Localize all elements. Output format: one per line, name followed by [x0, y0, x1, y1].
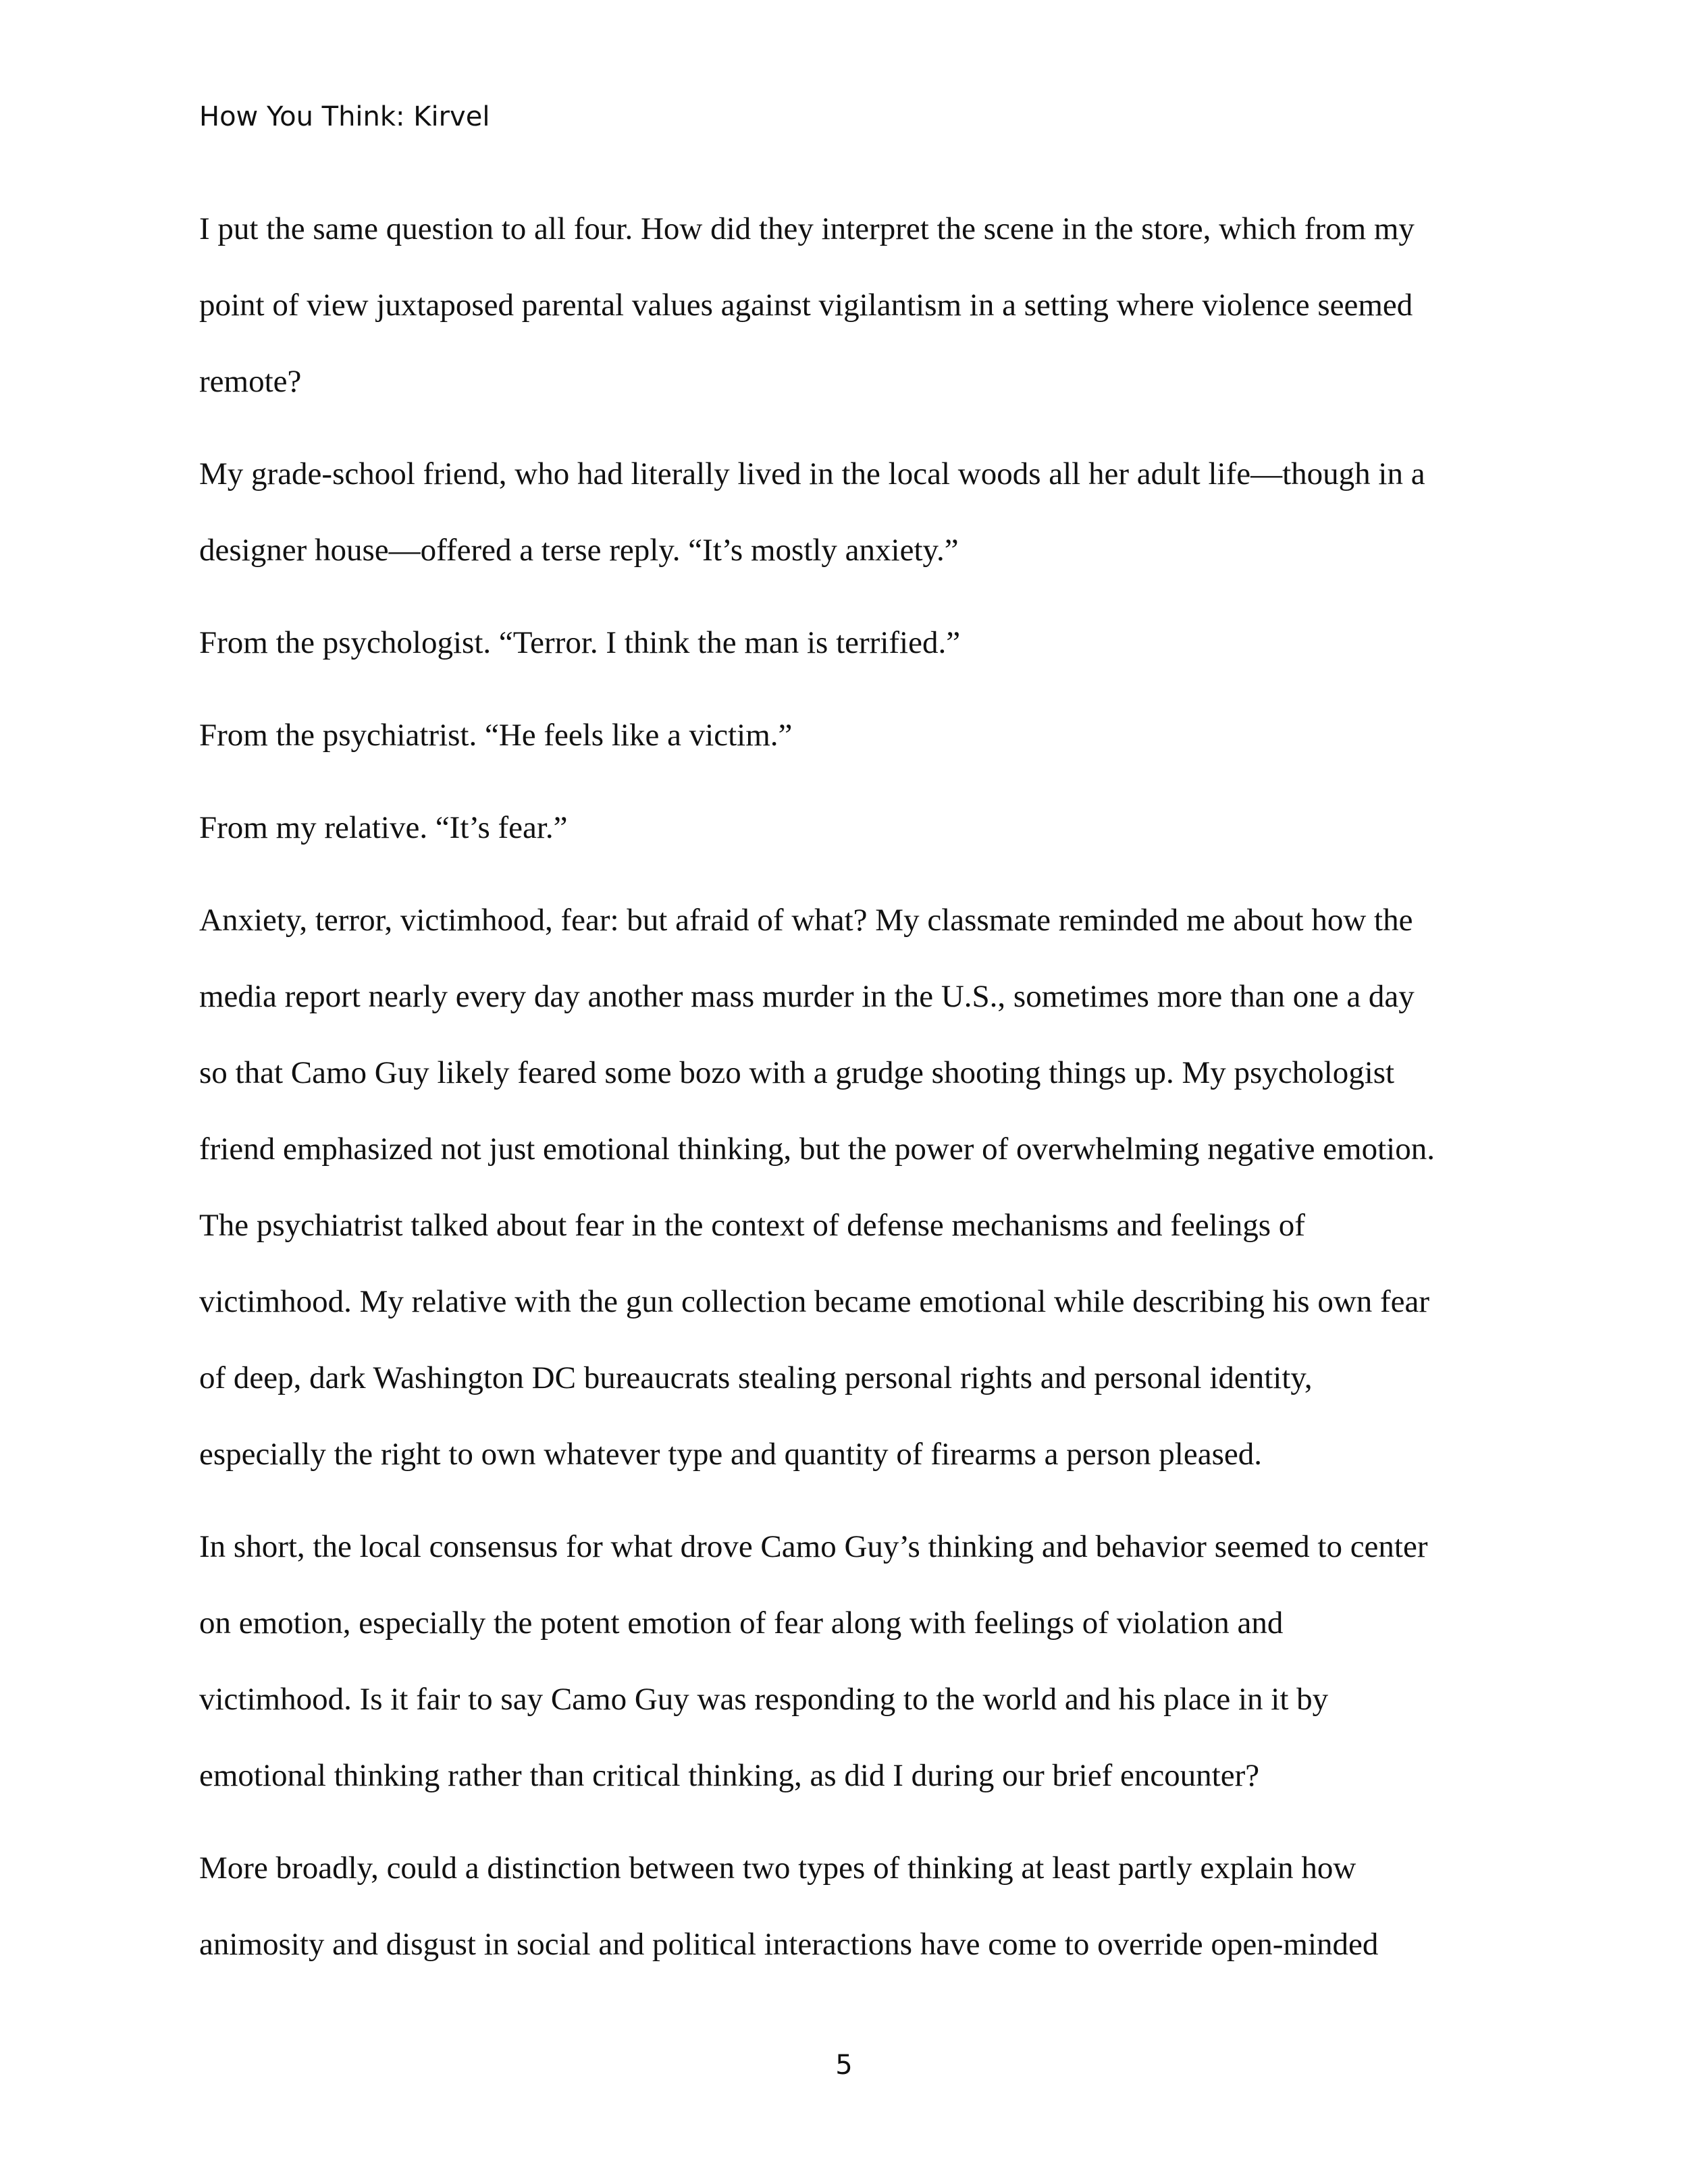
text-line: point of view juxtaposed parental values against vigilantism in a setting where violence seemed — [199, 288, 1413, 323]
paragraph — [199, 697, 1509, 774]
paragraph — [199, 191, 1509, 420]
paragraph — [199, 436, 1509, 589]
text-line: emotional thinking rather than critical thinking, as did I during our brief encounter? — [199, 1758, 1260, 1793]
text-line: victimhood. My relative with the gun collection became emotional while describing his own fear — [199, 1284, 1430, 1319]
text-line: From my relative. “It’s fear.” — [199, 810, 568, 845]
paragraph — [199, 790, 1509, 866]
text-line: remote? — [199, 364, 302, 399]
text-line: More broadly, could a distinction between two types of thinking at least partly explain how — [199, 1850, 1356, 1886]
text-line: media report nearly every day another mass murder in the U.S., sometimes more than one a day — [199, 979, 1415, 1014]
body-text — [199, 191, 1509, 1983]
text-line: My grade-school friend, who had literally lived in the local woods all her adult life—though in a — [199, 456, 1425, 491]
text-line: From the psychologist. “Terror. I think the man is terrified.” — [199, 625, 961, 660]
text-line: of deep, dark Washington DC bureaucrats stealing personal rights and personal identity, — [199, 1360, 1313, 1395]
paragraph — [199, 1830, 1509, 1983]
text-line: victimhood. Is it fair to say Camo Guy was responding to the world and his place in it by — [199, 1682, 1329, 1717]
paragraph — [199, 882, 1509, 1493]
text-line: Anxiety, terror, victimhood, fear: but afraid of what? My classmate reminded me about how the — [199, 903, 1413, 938]
text-line: animosity and disgust in social and political interactions have come to override open-minded — [199, 1927, 1379, 1962]
running-header: How You Think: Kirvel — [199, 101, 490, 132]
text-line: I put the same question to all four. How did they interpret the scene in the store, which from my — [199, 211, 1415, 246]
page-number: 5 — [835, 2050, 853, 2081]
text-line: designer house—offered a terse reply. “It’s mostly anxiety.” — [199, 533, 959, 568]
text-line: so that Camo Guy likely feared some bozo with a grudge shooting things up. My psychologist — [199, 1055, 1395, 1090]
text-line: From the psychiatrist. “He feels like a victim.” — [199, 718, 793, 753]
text-line: The psychiatrist talked about fear in the context of defense mechanisms and feelings of — [199, 1208, 1305, 1243]
text-line: especially the right to own whatever type and quantity of firearms a person pleased. — [199, 1437, 1262, 1472]
paragraph — [199, 1509, 1509, 1814]
paragraph — [199, 605, 1509, 681]
text-line: In short, the local consensus for what drove Camo Guy’s thinking and behavior seemed to center — [199, 1529, 1428, 1564]
text-line: friend emphasized not just emotional thinking, but the power of overwhelming negative emotion. — [199, 1131, 1435, 1167]
text-line: on emotion, especially the potent emotion of fear along with feelings of violation and — [199, 1605, 1284, 1641]
